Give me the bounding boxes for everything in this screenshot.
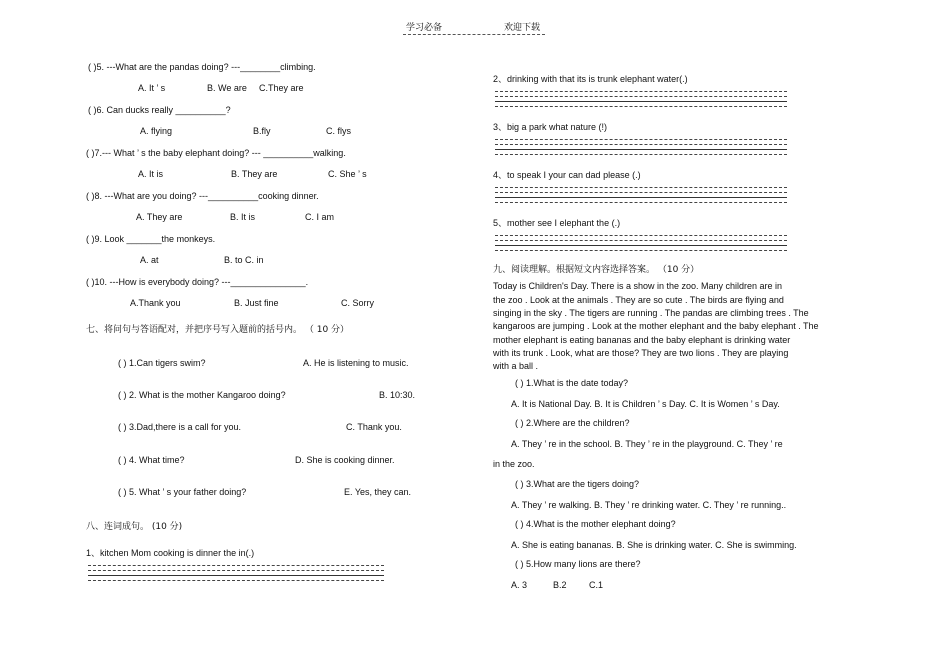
- question-10-option-a: A.Thank you: [130, 298, 181, 308]
- reading-question-5-option-c: C.1: [589, 580, 604, 590]
- reading-question-2: ( ) 2.Where are the children?: [515, 418, 630, 428]
- match-question-5: ( ) 5. What ’ s your father doing?: [118, 487, 247, 497]
- reorder-question-5: 5、mother see I elephant the (.): [493, 218, 621, 228]
- question-5-stem: ( )5. ---What are the pandas doing? ---________climbing.: [88, 62, 316, 72]
- match-answer-d: D. She is cooking dinner.: [295, 455, 395, 465]
- answer-lines-5[interactable]: [495, 235, 787, 255]
- question-6-option-b: B.fly: [253, 126, 271, 136]
- question-5-option-a: A. It ’ s: [138, 83, 166, 93]
- question-5-option-c: C.They are: [259, 83, 304, 93]
- question-7-stem: ( )7.--- What ’ s the baby elephant doing? --- __________walking.: [86, 148, 346, 158]
- question-9-stem: ( )9. Look _______the monkeys.: [86, 234, 216, 244]
- question-8-stem: ( )8. ---What are you doing? ---__________cooking dinner.: [86, 191, 319, 201]
- question-6-option-a: A. flying: [140, 126, 173, 136]
- reading-question-3: ( ) 3.What are the tigers doing?: [515, 479, 640, 489]
- reading-question-4: ( ) 4.What is the mother elephant doing?: [515, 519, 676, 529]
- reading-question-5: ( ) 5.How many lions are there?: [515, 559, 641, 569]
- passage-line: with its trunk . Look, what are those? They are two lions . They are playing: [493, 348, 789, 358]
- reorder-question-1: 1、kitchen Mom cooking is dinner the in(.): [86, 548, 255, 558]
- section-9-title: 九、阅读理解。根据短文内容选择答案。 （10 分）: [493, 265, 700, 275]
- question-7-option-a: A. It is: [138, 169, 164, 179]
- header-divider: [403, 34, 545, 35]
- header-right-text: 欢迎下载: [504, 23, 541, 33]
- passage-line: with a ball .: [493, 361, 539, 371]
- reading-question-2-options-cont: in the zoo.: [493, 459, 535, 469]
- question-8-option-c: C. I am: [305, 212, 335, 222]
- passage-line: kangaroos are jumping . Look at the mother elephant and the baby elephant . The: [493, 321, 819, 331]
- section-7-title: 七、将问句与答语配对，并把序号写入题前的括号内。 （ 10 分）: [86, 325, 350, 335]
- reorder-question-2: 2、drinking with that its is trunk elephant water(.): [493, 74, 688, 84]
- match-answer-e: E. Yes, they can.: [344, 487, 412, 497]
- reading-question-1: ( ) 1.What is the date today?: [515, 378, 629, 388]
- question-9-option-a: A. at: [140, 255, 159, 265]
- question-8-option-a: A. They are: [136, 212, 183, 222]
- answer-lines-1[interactable]: [88, 565, 384, 585]
- match-answer-a: A. He is listening to music.: [303, 358, 409, 368]
- reading-question-3-options: A. They ’ re walking. B. They ’ re drinking water. C. They ’ re running..: [511, 500, 787, 510]
- match-answer-b: B. 10:30.: [379, 390, 416, 400]
- header-left-text: 学习必备: [406, 23, 443, 33]
- reading-question-1-options: A. It is National Day. B. It is Children ’ s Day. C. It is Women ’ s Day.: [511, 399, 780, 409]
- question-8-option-b: B. It is: [230, 212, 256, 222]
- match-question-1: ( ) 1.Can tigers swim?: [118, 358, 206, 368]
- passage-line: the zoo . Look at the animals . They are so cute . The birds are flying and: [493, 295, 784, 305]
- match-question-3: ( ) 3.Dad,there is a call for you.: [118, 422, 242, 432]
- answer-lines-3[interactable]: [495, 139, 787, 159]
- match-question-2: ( ) 2. What is the mother Kangaroo doing?: [118, 390, 286, 400]
- match-question-4: ( ) 4. What time?: [118, 455, 185, 465]
- question-9-option-c: C. in: [245, 255, 264, 265]
- question-5-option-b: B. We are: [207, 83, 247, 93]
- question-6-option-c: C. flys: [326, 126, 352, 136]
- question-7-option-b: B. They are: [231, 169, 278, 179]
- question-10-option-b: B. Just fine: [234, 298, 279, 308]
- passage-line: mother elephant is eating bananas and the baby elephant is drinking water: [493, 335, 791, 345]
- question-9-option-b: B. to: [224, 255, 243, 265]
- question-7-option-c: C. She ’ s: [328, 169, 367, 179]
- reorder-question-3: 3、big a park what nature (!): [493, 122, 608, 132]
- question-10-option-c: C. Sorry: [341, 298, 375, 308]
- answer-lines-2[interactable]: [495, 91, 787, 111]
- reading-question-5-option-b: B.2: [553, 580, 567, 590]
- passage-line: Today is Children's Day. There is a show in the zoo. Many children are in: [493, 281, 783, 291]
- reorder-question-4: 4、to speak I your can dad please (.): [493, 170, 641, 180]
- reading-question-4-options: A. She is eating bananas. B. She is drinking water. C. She is swimming.: [511, 540, 797, 550]
- reading-question-5-option-a: A. 3: [511, 580, 528, 590]
- answer-lines-4[interactable]: [495, 187, 787, 207]
- question-10-stem: ( )10. ---How is everybody doing? ---_______________.: [86, 277, 309, 287]
- section-8-title: 八、连词成句。 (10 分): [86, 522, 183, 532]
- match-answer-c: C. Thank you.: [346, 422, 402, 432]
- reading-question-2-options: A. They ’ re in the school. B. They ’ re in the playground. C. They ’ re: [511, 439, 783, 449]
- passage-line: singing in the sky . The tigers are running . The pandas are climbing trees . The: [493, 308, 809, 318]
- question-6-stem: ( )6. Can ducks really __________?: [88, 105, 231, 115]
